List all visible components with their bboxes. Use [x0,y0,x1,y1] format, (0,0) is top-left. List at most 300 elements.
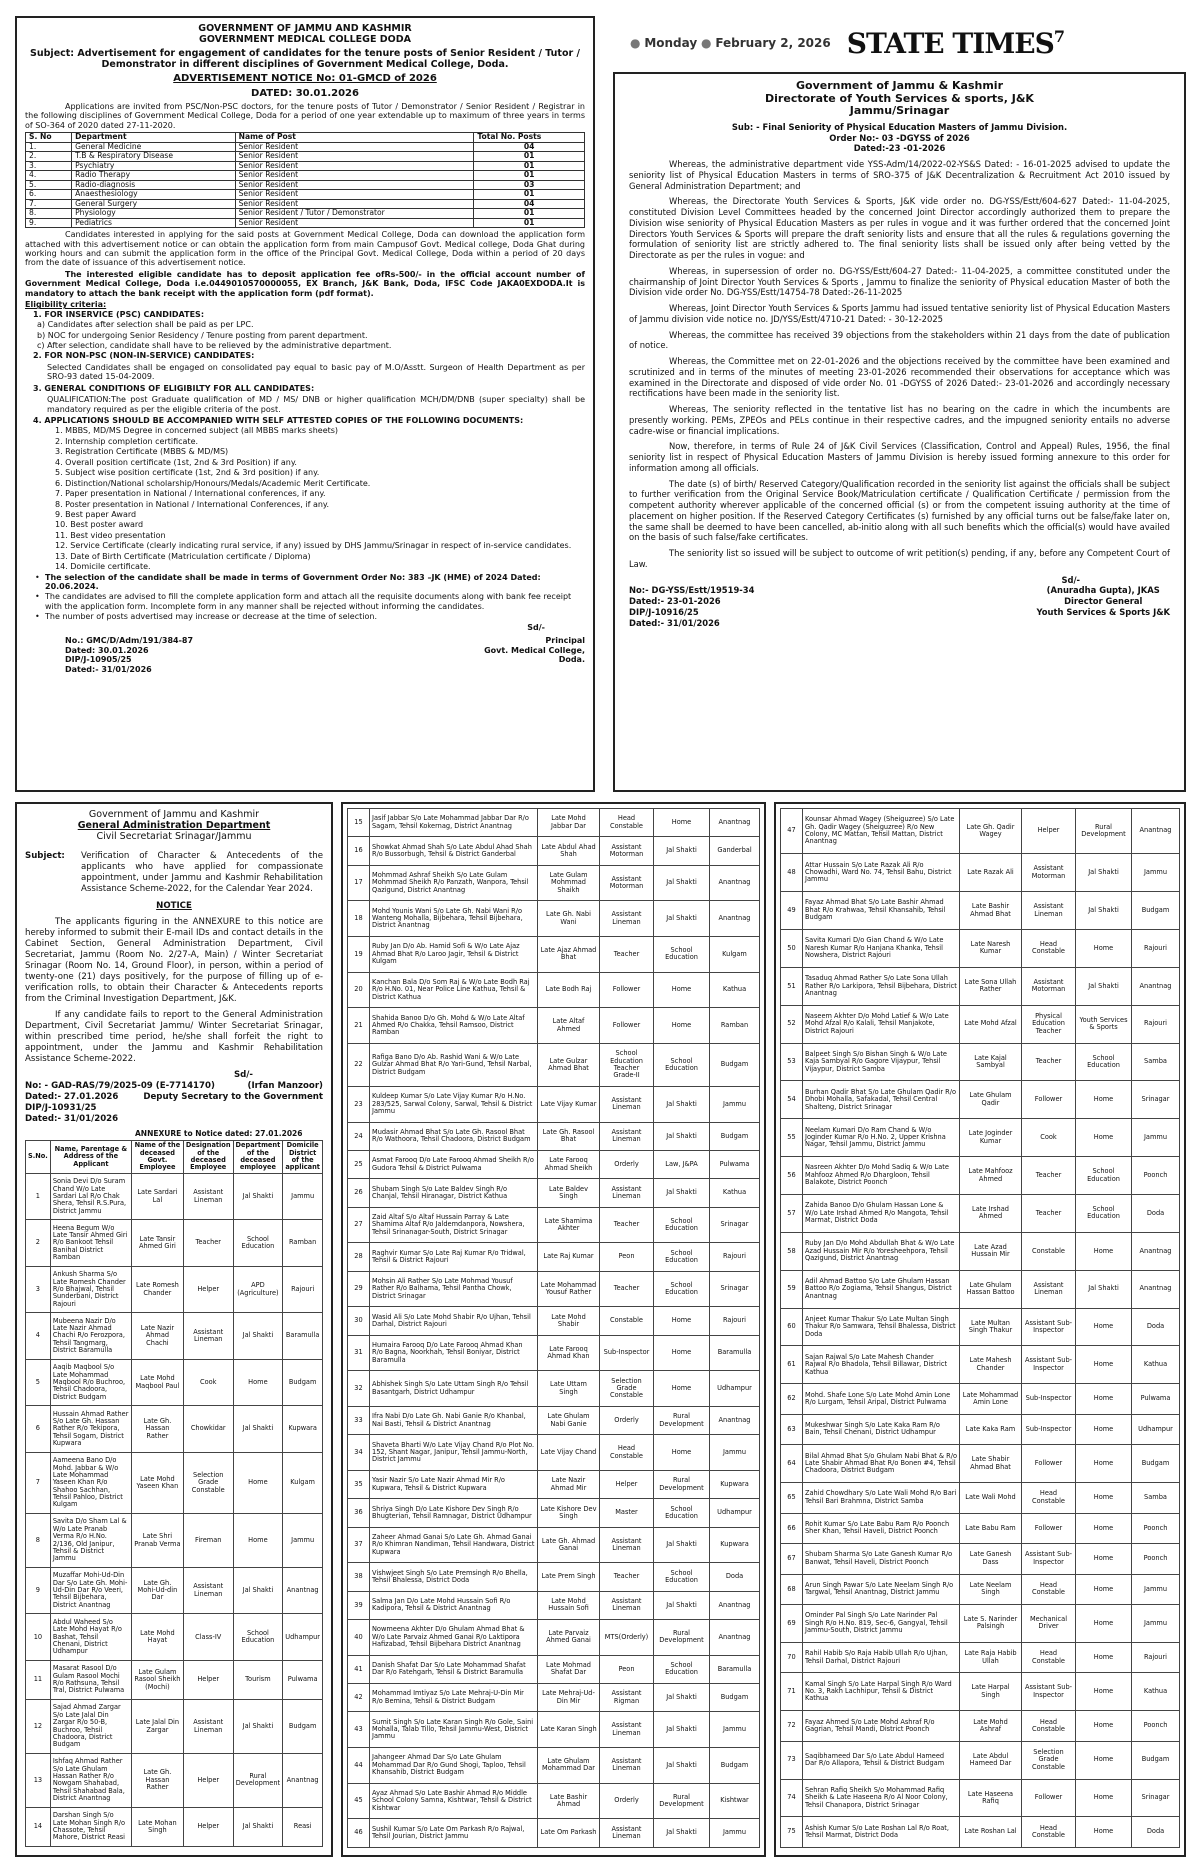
annexure-cell: Jasif Jabbar S/o Late Mohammad Jabbar Dar R/o Sagam, Tehsil Kokernag, District Anantnag [370,809,538,837]
annexure-cell: 40 [348,1620,370,1656]
annexure-cell: Samba [1132,1483,1180,1513]
gad-para-1: The applicants figuring in the ANNEXURE to this notice are hereby informed to submit their E-mail IDs and contact details in the Cabinet Section, General Administration Department, Civil Secretariat, Jammu (Room No. 2/27-A, Main) / Winter Secretariat Srinagar (Room No. 14, Ground Floor), in person, within a period of twenty-one (21) days positively, for the purpose of filling up of e-verification rolls, to obtain their Character & Antecedents reports from the Criminal Investigation Department, J&K. [25,916,323,1004]
yss-paragraph: Whereas, the Committee met on 22-01-2026 and the objections received by the committee have been examined and scrutinized and in terms of the minutes of meeting 23-01-2026 recommended their observations for acceptance which was examined in the Directorate and disposed of vide order No. 01 -DGYSS of 2026 Dated:- 23-01-2026 and accordingly necessary rectifications have been made in the seniority list. [629,356,1170,399]
annexure-cell: Ramban [710,1008,760,1044]
annexure-row [348,1620,760,1656]
bullet-icon: ● [630,36,641,50]
yss-header-3: Jammu/Srinagar [849,104,950,118]
annexure-cell: 4 [26,1313,51,1360]
annexure-cell: 18 [348,901,370,937]
annexure-cell: Asmat Farooq D/o Late Farooq Ahmad Sheikh R/o Gudora Tehsil & District Pulwama [370,1151,538,1179]
annexure-cell: Assistant Lineman [183,1700,233,1754]
annexure-cell: Late Baldev Singh [538,1179,600,1207]
annexure-row [781,1483,1180,1513]
annexure-cell: Salma Jan D/o Late Mohd Hussain Sofi R/o Kadipora, Tehsil & District Anantnag [370,1591,538,1619]
yss-signer: (Anuradha Gupta), JKAS [1046,585,1160,596]
annexure-cell: Shubam Singh S/o Late Baldev Singh R/o Chanjal, Tehsil Hiranagar, District Kathua [370,1179,538,1207]
annexure-cell: Pulwama [1132,1384,1180,1414]
annexure-cell: Rural Development [233,1753,283,1807]
annexure-cell: Home [1076,1605,1132,1643]
annexure-cell: Rural Development [654,1783,710,1819]
annexure-cell: Mubeena Nazir D/o Late Nazir Ahmad Chachi R/o Ferozpora, Tehsil Tangmarg, District Baramulla [50,1313,131,1360]
annexure-cell: Head Constable [1022,1711,1076,1741]
annexure-cell: Late Mohd Hussain Sofi [538,1591,600,1619]
gmc-bullet-text: The selection of the candidate shall be made in terms of Government Order No: 383 –JK (HME) of 2024 Dated: 20.06.2024. [45,572,541,592]
annexure-row [26,1313,323,1360]
section-1-item: c) After selection, candidate shall have to be relieved by the administrative department. [37,340,392,350]
gmc-sd: Sd/- [527,622,545,632]
annexure-cell: Aaqib Maqbool S/o Late Mohammad Maqbool R/o Buchroo, Tehsil Chadoora, District Budgam [50,1359,131,1406]
annexure-cell: 35 [348,1471,370,1499]
annexure-cell: Jal Shakti [654,1179,710,1207]
annexure-cell: Assistant Lineman [600,1819,654,1847]
yss-paragraph: The seniority list so issued will be subject to outcome of writ petition(s) pending, if any, before any Competent Court of Law. [629,548,1170,569]
yss-header-1: Government of Jammu & Kashmir [796,79,1003,92]
annexure-row [26,1700,323,1754]
annexure-cell: School Education [654,937,710,973]
annexure-cell: Darshan Singh S/o Late Mohan Singh R/o Chassote, Tehsil Mahore, District Reasi [50,1807,131,1846]
annexure-cell: Sajan Rajwal S/o Late Mahesh Chander Rajwal R/o Bhadola, Tehsil Billawar, District Kathua [803,1346,960,1384]
annexure-cell: 11 [26,1660,51,1699]
annexure-cell: Abhishek Singh S/o Late Uttam Singh R/o Tehsil Basantgarh, District Udhampur [370,1371,538,1407]
masthead-weekday: Monday [644,36,698,50]
section-1-heading: 1. FOR INSERVICE (PSC) CANDIDATES: [33,309,205,319]
annexure-cell: 14 [26,1807,51,1846]
posts-cell: Senior Resident [235,218,474,228]
annexure-row [26,1266,323,1313]
annexure-cell: 19 [348,937,370,973]
annexure-cell: Hussain Ahmad Rather S/o Late Gh. Hassan Rather R/o Tekipora, Tehsil Sogam, District Kupwara [50,1406,131,1453]
annexure-cell: Assistant Lineman [600,901,654,937]
gad-dip-dated: Dated:- 31/01/2026 [25,1113,119,1124]
annexure-row [781,809,1180,854]
annexure-cell: Aameena Bano D/o Mohd. Jabbar & W/o Late Mohammad Yaseen Khan R/o Shahoo Sachhan, Tehsil Pahloo, District Kulgam [50,1452,131,1513]
posts-cell: 01 [474,161,585,171]
posts-cell: 04 [474,142,585,152]
annexure-row [781,1346,1180,1384]
gad-notice [15,802,333,1857]
annexure-cell: APD (Agriculture) [233,1266,283,1313]
annexure-cell: Fireman [183,1514,233,1568]
annexure-cell: Home [1076,1741,1132,1779]
annexure-cell: Late Gh. Ahmad Ganai [538,1527,600,1563]
annexure-cell: 56 [781,1157,803,1195]
annexure-cell: Samba [1132,1043,1180,1081]
annexure-cell: Muzaffar Mohi-Ud-Din Dar S/o Late Gh. Mohi-Ud-Din Dar R/o Veeri, Tehsil Bijbehara, District Anantnag [50,1567,131,1614]
annexure-row [781,1574,1180,1604]
posts-cell: Senior Resident [235,171,474,181]
annexure-row [348,1591,760,1619]
annexure-cell: Home [654,1435,710,1471]
annexure-cell: Kathua [710,972,760,1008]
annexure-row [26,1514,323,1568]
annexure-cell: 64 [781,1445,803,1483]
document-item: 10. Best poster award [55,520,144,530]
annexure-cell: Home [1076,1119,1132,1157]
annexure-cell: Late Vijay Chand [538,1435,600,1471]
annexure-cell: Attar Hussain S/o Late Razak Ali R/o Chowadhi, Ward No. 74, Tehsil Bahu, District Jammu [803,854,960,892]
annexure-cell: Naseem Akhter D/o Mohd Latief & W/o Late Mohd Afzal R/o Kalali, Tehsil Manjakote, District Rajouri [803,1005,960,1043]
posts-cell: 9. [26,218,72,228]
document-item: 12. Service Certificate (clearly indicating rural service, if any) issued by DHS Jammu/Srinagar in respect of in-service candidates. [55,541,572,551]
annexure-cell: Adil Ahmad Battoo S/o Late Ghulam Hassan Battoo R/o Zogiama, Tehsil Shangus, District Anantnag [803,1270,960,1308]
annexure-cell: Budgam [283,1700,323,1754]
annexure-cell: Head Constable [1022,1483,1076,1513]
annexure-cell: Savita D/o Sham Lal & W/o Late Pranab Verma R/o H.No. 2/136, Old Janipur, Tehsil & District Jammu [50,1514,131,1568]
annexure-cell: 28 [348,1243,370,1271]
annexure-cell: Assistant Lineman [600,1591,654,1619]
annexure-cell: Youth Services & Sports [1076,1005,1132,1043]
annexure-cell: Anantnag [1132,1270,1180,1308]
annexure-cell: Doda [710,1563,760,1591]
annexure-cell: Fayaz Ahmed S/o Late Mohd Ashraf R/o Gagrian, Tehsil Mandi, District Poonch [803,1711,960,1741]
section-3-text: QUALIFICATION:The post Graduate qualification of MD / MS/ DNB or higher qualification MCH/DM/DNB (super specialty) shall be mandatory required as per the eligible criteria of the post. [47,395,585,414]
posts-header-cell: Department [72,133,236,143]
annexure-table-part-3 [780,808,1180,1848]
annexure-cell: Late Gh. Qadir Wagey [960,809,1022,854]
annexure-cell: 29 [348,1271,370,1307]
annexure-cell: 44 [348,1748,370,1784]
annexure-cell: 37 [348,1527,370,1563]
annexure-table-part-1 [25,1140,323,1847]
annexure-cell: Late Wali Mohd [960,1483,1022,1513]
annexure-cell: Reasi [283,1807,323,1846]
annexure-cell: Late Mohmad Shafat Dar [538,1655,600,1683]
annexure-cell: Saqibhameed Dar S/o Late Abdul Hameed Dar R/o Allapora, Tehsil & District Budgam [803,1741,960,1779]
posts-cell: 7. [26,199,72,209]
gad-header-1: Government of Jammu and Kashmir [88,809,260,820]
annexure-cell: Assistant Lineman [183,1567,233,1614]
annexure-cell: Late Karan Singh [538,1712,600,1748]
annexure-cell: Ramban [283,1220,323,1267]
annexure-cell: 50 [781,929,803,967]
annexure-cell: Cook [183,1359,233,1406]
annexure-cell: Late Romesh Chander [131,1266,183,1313]
yss-paragraph: Now, therefore, in terms of Rule 24 of J&K Civil Services (Classification, Control and Appeal) Rules, 1956, the final seniority list in respect of Physical Education Masters of Jammu Division is hereby issued forming annexure to this order for information among all officials. [629,441,1170,473]
annexure-cell: Sub-Inspector [600,1335,654,1371]
annexure-row [348,972,760,1008]
annexure-cell: Sushil Kumar S/o Late Om Parkash R/o Rajwal, Tehsil Jourian, District Jammu [370,1819,538,1847]
annexure-cell: Budgam [1132,892,1180,930]
annexure-cell: Pulwama [710,1151,760,1179]
posts-cell: Anaesthesiology [72,190,236,200]
annexure-cell: Mohmmad Ashraf Sheikh S/o Late Gulam Mohmmad Sheikh R/o Panzath, Wanpora, Tehsil Qazigund, District Anantnag [370,865,538,901]
annexure-row [781,967,1180,1005]
annexure-cell: Late Razak Ali [960,854,1022,892]
annexure-cell: School Education [654,1499,710,1527]
annexure-cell: Anantnag [283,1567,323,1614]
annexure-cell: Late Mohd Maqbool Paul [131,1359,183,1406]
annexure-cell: Late Bodh Raj [538,972,600,1008]
annexure-cell: Orderly [600,1407,654,1435]
posts-cell: Senior Resident [235,161,474,171]
annexure-row [781,1308,1180,1346]
annexure-cell: Late Multan Singh Thakur [960,1308,1022,1346]
posts-cell: T.B & Respiratory Disease [72,152,236,162]
annexure-row [348,1471,760,1499]
annexure-cell: 43 [348,1712,370,1748]
annexure-row [348,1122,760,1150]
annexure-cell: Jal Shakti [654,1712,710,1748]
annexure-cell: Late Abdul Ahad Shah [538,837,600,865]
yss-paragraph: Whereas, the administrative department vide YSS-Adm/14/2022-02-YS&S Dated: - 16-01-2025 advised to update the seniority list of Physical Education Masters in terms of SRO-375 of J&K Decentralization & Recruitment Act 2010 issued by General Administration Department; and [629,159,1170,191]
posts-cell: 4. [26,171,72,181]
annexure-cell: Jal Shakti [1076,967,1132,1005]
annexure-cell: Follower [1022,1513,1076,1543]
annexure-cell: 48 [781,854,803,892]
section-1-item: a) Candidates after selection shall be paid as per LPC. [37,320,254,330]
annexure-cell: Arun Singh Pawar S/o Late Neelam Singh R/o Targwal, Tehsil Anantnag, District Jammu [803,1574,960,1604]
annexure-cell: Sajad Ahmad Zargar S/o Late Jalal Din Zargar R/o 50-B, Buchroo, Tehsil Chadoora, District Budgam [50,1700,131,1754]
annexure-cell: 2 [26,1220,51,1267]
annexure-cell: Late Mohd Yaseen Khan [131,1452,183,1513]
annexure-cell: Anantnag [710,1620,760,1656]
gmc-header-2: GOVERNMENT MEDICAL COLLEGE DODA [199,33,411,45]
annexure-cell: Late Ghulam Qadir [960,1081,1022,1119]
annexure-cell: Assistant Sub-Inspector [1022,1544,1076,1574]
annexure-cell: Orderly [600,1783,654,1819]
annexure-cell: Late Shabir Ahmad Bhat [960,1445,1022,1483]
annexure-cell: Late Ganesh Dass [960,1544,1022,1574]
gad-signer-2: Deputy Secretary to the Government [143,1091,323,1102]
annexure-cell: Neelam Kumari D/o Ram Chand & W/o Joginder Kumar R/o H.No. 2, Upper Krishna Nagar, Tehsil Jammu, District Jammu [803,1119,960,1157]
document-item: 11. Best video presentation [55,530,166,540]
annexure-cell: Home [1076,1817,1132,1847]
annexure-cell: 63 [781,1414,803,1444]
section-2-heading: 2. FOR NON-PSC (NON-IN-SERVICE) CANDIDATES: [33,351,255,361]
posts-cell: Senior Resident [235,180,474,190]
annexure-row [348,1748,760,1784]
annexure-cell: Savita Kumari D/o Gian Chand & W/o Late Naresh Kumar R/o Hanjana Khanka, Tehsil Nowshera, District Rajouri [803,929,960,967]
newspaper-logo: STATE TIMES [846,26,1054,60]
annexure-cell: School Education [233,1220,283,1267]
posts-cell: 01 [474,209,585,219]
annexure-cell: Home [1076,929,1132,967]
annexure-header [26,1141,323,1174]
posts-table [25,132,585,228]
document-item: 14. Domicile certificate. [55,562,151,572]
annexure-row [781,1119,1180,1157]
section-3-heading: 3. GENERAL CONDITIONS OF ELIGIBILTY FOR ALL CANDIDATES: [33,383,315,393]
posts-cell: 8. [26,209,72,219]
annexure-cell: Jammu [1132,1605,1180,1643]
annexure-cell: Late Gh. Rasool Bhat [538,1122,600,1150]
annexure-row [348,1435,760,1471]
document-item: 13. Date of Birth Certificate (Matriculation certificate / Diploma) [55,551,311,561]
gmc-advertisement [15,16,595,792]
annexure-cell: Home [233,1514,283,1568]
annexure-cell: Late Raj Kumar [538,1243,600,1271]
annexure-cell: Late Nazir Ahmad Mir [538,1471,600,1499]
annexure-row [348,1499,760,1527]
annexure-cell: 42 [348,1684,370,1712]
document-item: 7. Paper presentation in National / International conferences, if any. [55,489,326,499]
annexure-cell: Helper [1022,809,1076,854]
yss-sd: Sd/- [1061,574,1080,585]
annexure-cell: Balpeet Singh S/o Bishan Singh & W/o Late Kaja Sambyal R/o Gagore Vijaypur, Tehsil Vijaypur, District Samba [803,1043,960,1081]
annexure-cell: Late Shri Pranab Verma [131,1514,183,1568]
annexure-row [781,929,1180,967]
yss-order-dated: Dated:-23 -01-2026 [853,143,946,154]
yss-signer-2: Director General [1064,596,1143,607]
annexure-cell: Home [1076,1308,1132,1346]
gad-sd: Sd/- [233,1069,253,1080]
gmc-dated: DATED: 30.01.2026 [251,88,359,100]
annexure-cell: Rajouri [1132,929,1180,967]
posts-row [26,152,585,162]
annexure-cell: School Education [654,1563,710,1591]
annexure-cell: Selection Grade Constable [1022,1741,1076,1779]
annexure-cell: Kathua [710,1179,760,1207]
annexure-cell: 58 [781,1232,803,1270]
annexure-cell: Rajouri [1132,1005,1180,1043]
annexure-cell: Jal Shakti [233,1173,283,1220]
bullet-icon: • [35,612,40,622]
annexure-row [781,892,1180,930]
annexure-cell: Teacher [600,1271,654,1307]
masthead-date: February 2, 2026 [715,36,831,50]
annexure-cell: 23 [348,1087,370,1123]
annexure-cell: 7 [26,1452,51,1513]
annexure-cell: Teacher [1022,1157,1076,1195]
annexure-cell: Udhampur [710,1499,760,1527]
annexure-cell: Pulwama [283,1660,323,1699]
posts-header-cell: S. No [26,133,72,143]
annexure-cell: Home [1076,1642,1132,1672]
annexure-cell: Chowkidar [183,1406,233,1453]
posts-cell: Senior Resident / Tutor / Demonstrator [235,209,474,219]
annexure-cell: Zaheer Ahmad Ganai S/o Late Gh. Ahmad Ganai R/o Khimran Nandiman, Tehsil Handwara, District Kupwara [370,1527,538,1563]
annexure-cell: Poonch [1132,1513,1180,1543]
annexure-cell: Sonia Devi D/o Suram Chand W/o Late Sardari Lal R/o Chak Shera, Tehsil R.S.Pura, District Jammu [50,1173,131,1220]
annexure-cell: Home [1076,1574,1132,1604]
annexure-cell: Jal Shakti [654,1748,710,1784]
annexure-cell: Home [1076,1232,1132,1270]
annexure-cell: Jal Shakti [1076,854,1132,892]
annexure-cell: Rahil Habib S/o Raja Habib Ullah R/o Ujhan, Tehsil Darhal, District Rajouri [803,1642,960,1672]
annexure-cell: Late Gulzar Ahmad Bhat [538,1044,600,1087]
annexure-cell: 62 [781,1384,803,1414]
document-item: 3. Registration Certificate (MBBS & MD/MS) [55,447,229,457]
annexure-cell: 13 [26,1753,51,1807]
annexure-cell: 73 [781,1741,803,1779]
annexure-cell: Helper [183,1807,233,1846]
gmc-ref-no: No.: GMC/D/Adm/191/384-87 [65,636,194,646]
annexure-cell: Assistant Lineman [1022,1270,1076,1308]
posts-cell: Senior Resident [235,152,474,162]
posts-cell: Senior Resident [235,142,474,152]
annexure-cell: Nowmeena Akhter D/o Ghulam Ahmad Bhat & W/o Late Parvaiz Ahmed Ganai R/o Laktipora Hafizabad, Tehsil Bijbehara District Anantnag [370,1620,538,1656]
annexure-cell: Home [1076,1779,1132,1817]
annexure-cell: Mechanical Driver [1022,1605,1076,1643]
annexure-cell: School Education [1076,1043,1132,1081]
annexure-cell: 45 [348,1783,370,1819]
annexure-cell: Ganderbal [710,837,760,865]
annexure-cell: Home [654,972,710,1008]
annexure-cell: Late Babu Ram [960,1513,1022,1543]
posts-cell: Physiology [72,209,236,219]
gad-notice-title: NOTICE [156,900,192,911]
annexure-row [781,1232,1180,1270]
yss-ref-dated: Dated:- 23-01-2026 [629,596,721,607]
annexure-cell: Home [1076,1673,1132,1711]
annexure-cell: Baramulla [283,1313,323,1360]
yss-paragraph: Whereas, Joint Director Youth Services & Sports Jammu had issued tentative seniority list of Physical Education Masters of Jammu division vide notice no. JD/YSS/Estt/4710-21 Dated: - 30-12-2025 [629,303,1170,324]
annexure-cell: Late Bashir Ahmad Bhat [960,892,1022,930]
annexure-row [348,1819,760,1847]
annexure-header-cell: Department of the deceased employee [233,1141,283,1174]
annexure-cell: Late Farooq Ahmad Khan [538,1335,600,1371]
annexure-cell: Sumit Singh S/o Late Karan Singh R/o Gole, Saini Mohalla, Talab Tillo, Tehsil Jammu-West, District Jammu [370,1712,538,1748]
annexure-cell: Physical Education Teacher [1022,1005,1076,1043]
annexure-cell: Udhampur [283,1614,323,1661]
annexure-cell: Kupwara [710,1471,760,1499]
annexure-cell: 32 [348,1371,370,1407]
annexure-cell: 17 [348,865,370,901]
annexure-cell: Late Mohd Shabir [538,1307,600,1335]
annexure-cell: Wasid Ali S/o Late Mohd Shabir R/o Ujhan, Tehsil Darhal, District Rajouri [370,1307,538,1335]
gad-dip: DIP/J-10931/25 [25,1102,97,1113]
annexure-cell: Budgam [283,1359,323,1406]
annexure-row [26,1452,323,1513]
annexure-cell: Jal Shakti [1076,1270,1132,1308]
annexure-cell: Jal Shakti [1076,892,1132,930]
document-item: 9. Best paper Award [55,509,137,519]
annexure-row [26,1753,323,1807]
annexure-cell: School Education [654,1207,710,1243]
annexure-cell: Jammu [710,1819,760,1847]
annexure-cell: Rural Development [654,1620,710,1656]
gad-dated: Dated:- 27.01.2026 [25,1091,119,1102]
yss-dip: DIP/J-10916/25 [629,606,699,617]
annexure-row [781,1081,1180,1119]
annexure-cell: Home [233,1359,283,1406]
posts-cell: 01 [474,171,585,181]
annexure-cell: Assistant Sub-Inspector [1022,1346,1076,1384]
annexure-cell: Mohd Younis Wani S/o Late Gh. Nabi Wani R/o Wanteng Mohalla, Bijbehara, Tehsil Bijbehara, District Anantnag [370,901,538,937]
document-item: 2. Internship completion certificate. [55,436,199,446]
annexure-row [781,1513,1180,1543]
annexure-cell: Home [654,1371,710,1407]
annexure-cell: Late Mohd Jabbar Dar [538,809,600,837]
section-2-text: Selected Candidates shall be engaged on consolidated pay equal to basic pay of M.O/Asstt. Surgeon of Health Department as per SRO-93 dated 15-04-2009. [47,362,585,382]
annexure-cell: Teacher [183,1220,233,1267]
annexure-header-cell: Name of the deceased Govt. Employee [131,1141,183,1174]
annexure-cell: Class-IV [183,1614,233,1661]
annexure-cell: Home [1076,1414,1132,1444]
annexure-cell: Late Mohd Afzal [960,1005,1022,1043]
documents-list [55,426,585,571]
annexure-cell: Late Mohd Ashraf [960,1711,1022,1741]
posts-row [26,171,585,181]
annexure-cell: Masarat Rasool D/o Gulam Rasool Mochi R/o Rathsuna, Tehsil Tral, District Pulwama [50,1660,131,1699]
annexure-row [26,1359,323,1406]
annexure-cell: Helper [183,1266,233,1313]
annexure-cell: 49 [781,892,803,930]
annexure-cell: Home [1076,1445,1132,1483]
annexure-cell: Ruby Jan D/o Mohd Abdullah Bhat & W/o Late Azad Hussain Mir R/o Yoresheehpora, Tehsil Qazigund, District Anantnag [803,1232,960,1270]
annexure-row [348,1087,760,1123]
annexure-cell: Danish Shafat Dar S/o Late Mohammad Shafat Dar R/o Fatehgarh, Tehsil & District Baramulla [370,1655,538,1683]
annexure-row [781,1605,1180,1643]
posts-cell: 04 [474,199,585,209]
annexure-cell: Head Constable [1022,1642,1076,1672]
annexure-cell: Late Tansir Ahmed Giri [131,1220,183,1267]
annexure-cell: Teacher [600,1563,654,1591]
gmc-dip: DIP/J-10905/25 [65,655,132,665]
yss-subject: Sub: - Final Seniority of Physical Education Masters of Jammu Division. [731,121,1068,132]
annexure-row [26,1614,323,1661]
